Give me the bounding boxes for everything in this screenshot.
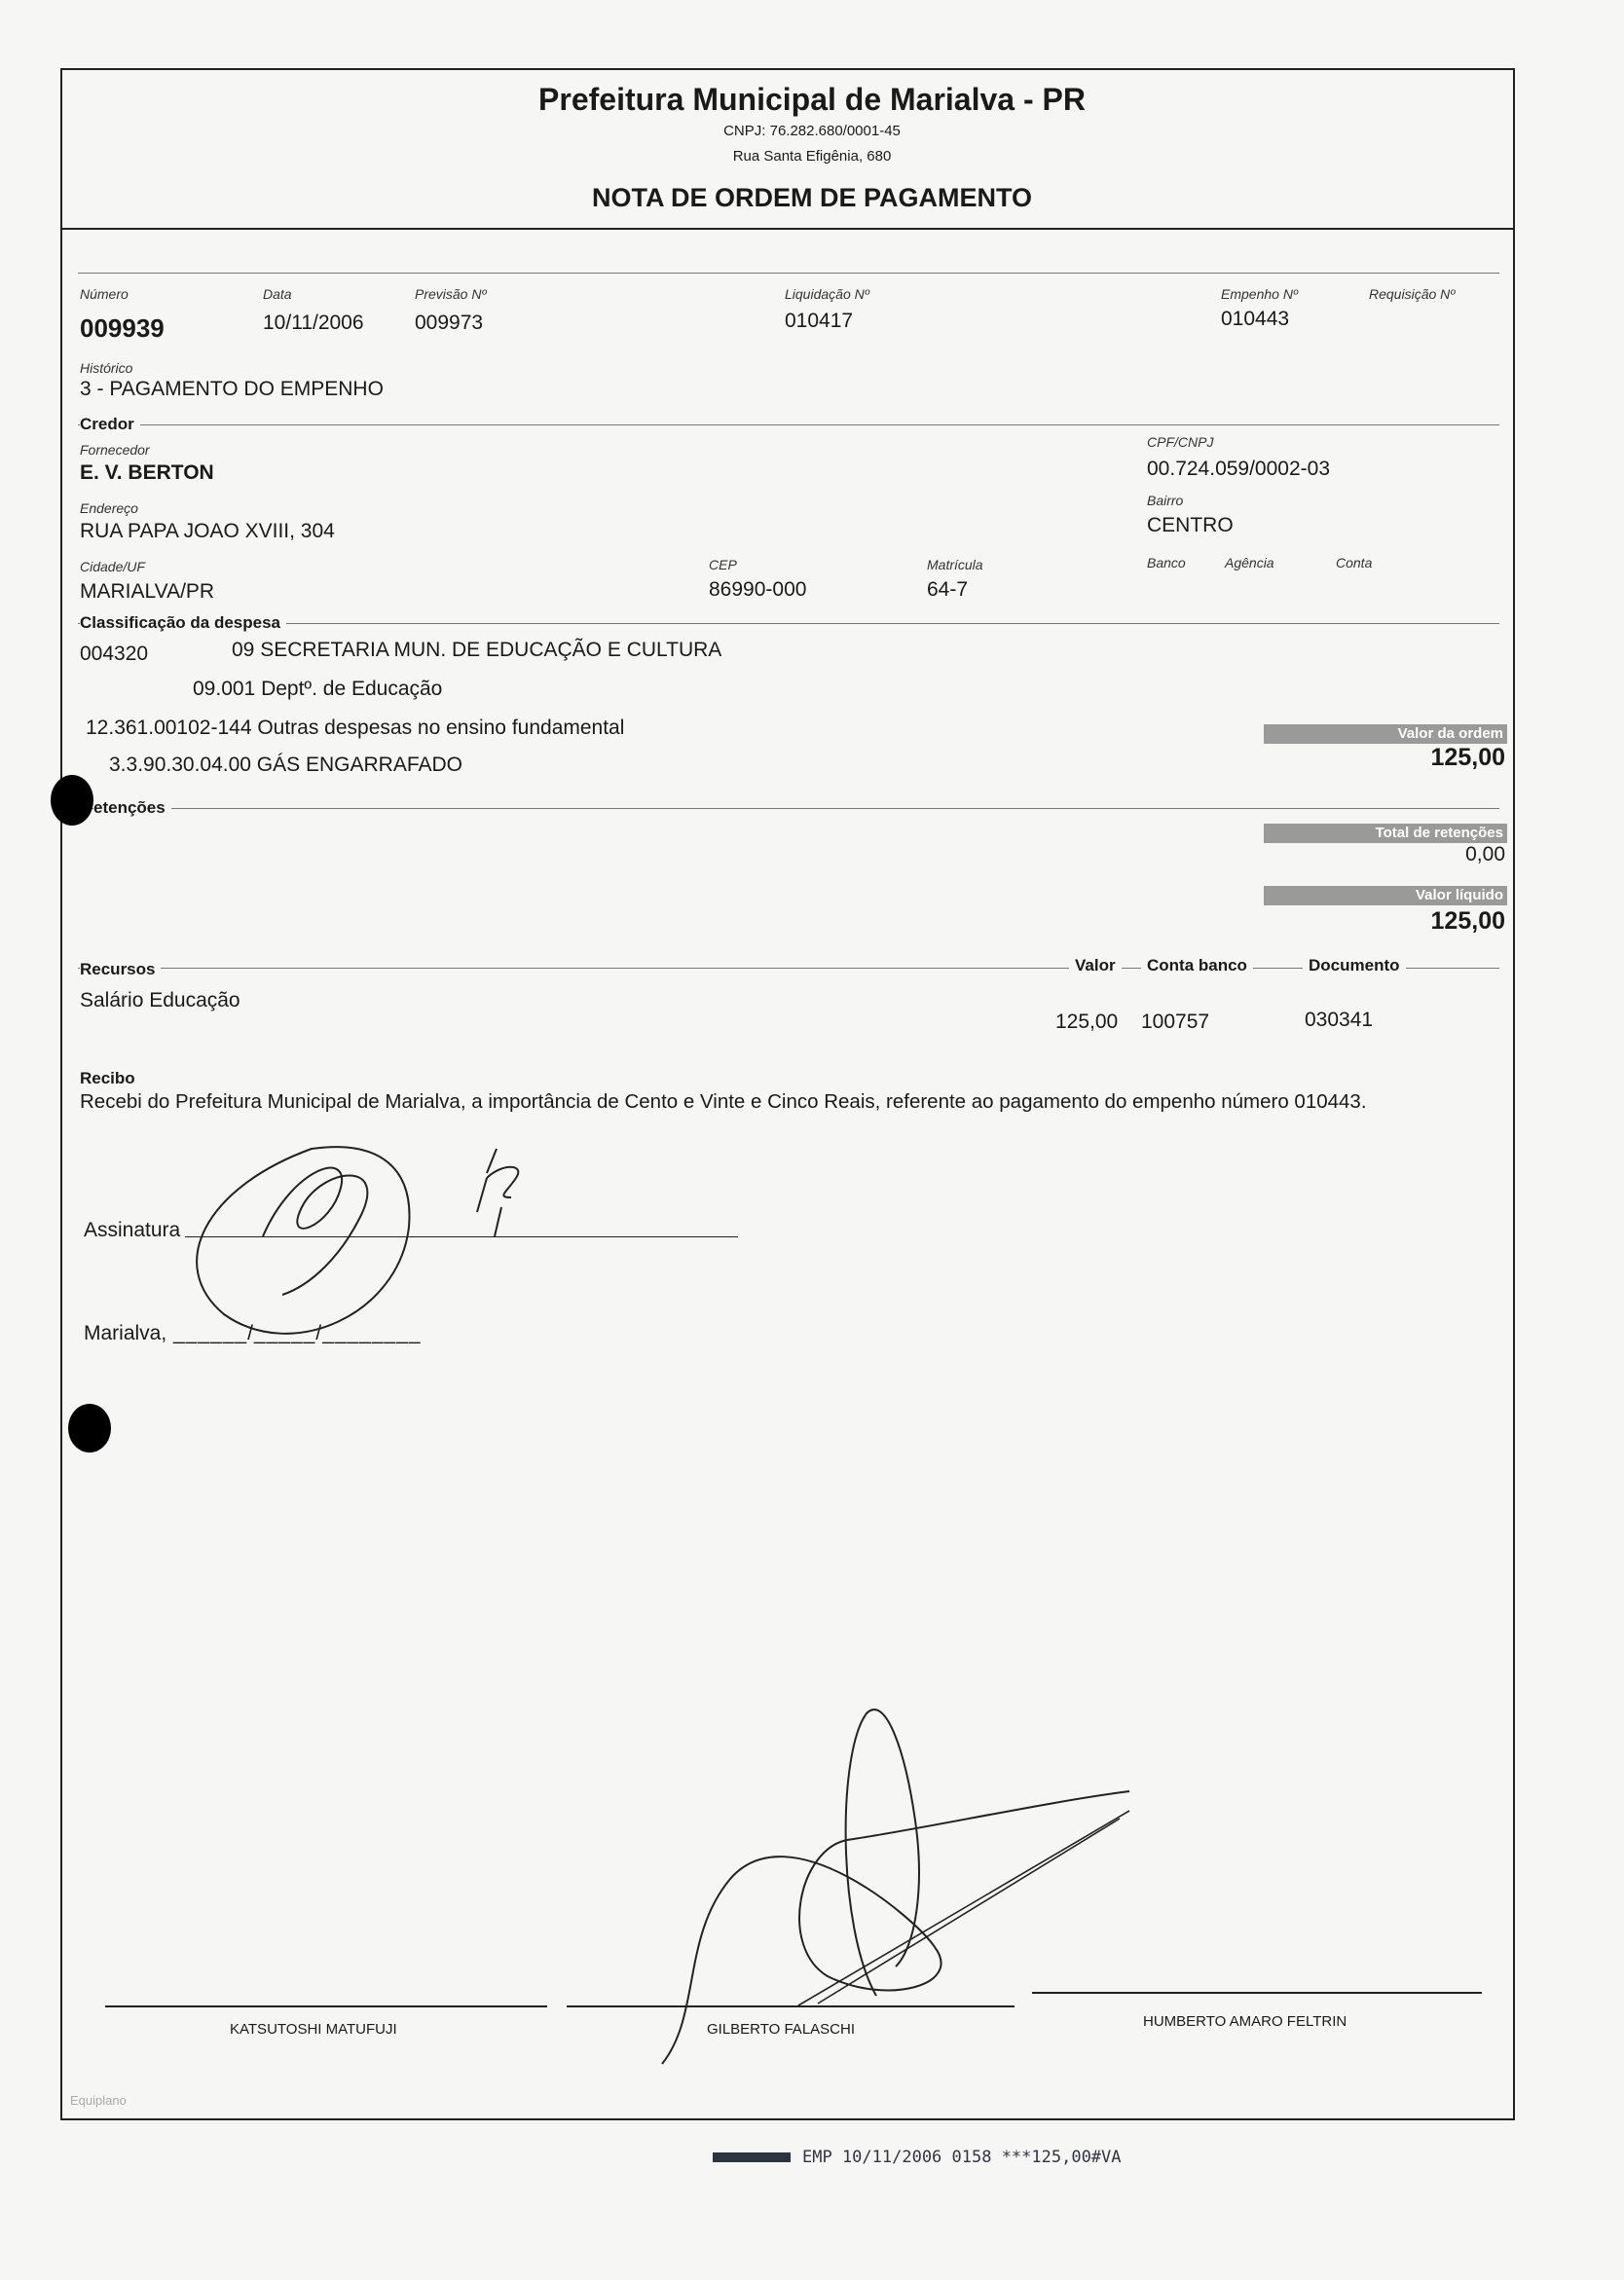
cidade-value: MARIALVA/PR [80, 580, 215, 603]
valor-liquido-bar [1264, 886, 1507, 905]
recursos-documento-header: Documento [1303, 956, 1406, 975]
recursos-rule [78, 968, 1499, 969]
funcional-text: 12.361.00102-144 Outras despesas no ensino fundamental [86, 717, 625, 739]
endereco-value: RUA PAPA JOAO XVIII, 304 [80, 520, 335, 542]
data-value: 10/11/2006 [263, 312, 364, 334]
endereco-label: Endereço [80, 500, 138, 516]
cep-label: CEP [709, 557, 737, 572]
historico-label: Histórico [80, 360, 133, 376]
date-blank-line: ______/_____/________ [173, 1322, 422, 1344]
credor-rule [78, 424, 1499, 425]
bairro-value: CENTRO [1147, 514, 1234, 536]
recibo-text: Recebi do Prefeitura Municipal de Marialva, a importância de Cento e Vinte e Cinco Reais, referente ao pagamento do empenho número 010443. [80, 1090, 1367, 1113]
punch-hole-lower [68, 1404, 111, 1453]
credor-section-title: Credor [80, 415, 140, 434]
signatory-3-name: HUMBERTO AMARO FELTRIN [1143, 2013, 1347, 2030]
document-title: NOTA DE ORDEM DE PAGAMENTO [591, 183, 1032, 212]
assinatura-label: Assinatura [84, 1219, 181, 1241]
agencia-label: Agência [1225, 555, 1274, 570]
classificacao-code: 004320 [80, 643, 149, 665]
local-label: Marialva, [84, 1322, 167, 1344]
cep-value: 86990-000 [709, 578, 807, 601]
data-label: Data [263, 286, 292, 302]
recursos-valor-header: Valor [1069, 956, 1122, 975]
valor-liquido-label: Valor líquido [1415, 887, 1503, 903]
punch-hole-upper [51, 775, 93, 826]
recibo-section-title: Recibo [80, 1069, 141, 1088]
cnpj-text: CNPJ: 76.282.680/0001-45 [723, 123, 901, 139]
matricula-value: 64-7 [927, 578, 969, 601]
total-retencoes-label: Total de retenções [1375, 825, 1503, 841]
retencoes-section-title: etenções [93, 798, 171, 818]
banco-label: Banco [1147, 555, 1186, 570]
classificacao-rule [78, 623, 1499, 624]
numero-label: Número [80, 286, 129, 302]
empenho-value: 010443 [1221, 308, 1290, 330]
recursos-conta-header: Conta banco [1141, 956, 1253, 975]
recursos-fonte: Salário Educação [80, 989, 240, 1011]
secretaria-text: 09 SECRETARIA MUN. DE EDUCAÇÃO E CULTURA [232, 639, 722, 661]
stamp-text: EMP 10/11/2006 0158 ***125,00#VA [802, 2148, 1122, 2167]
valor-liquido-value: 125,00 [1430, 907, 1505, 935]
total-retencoes-value: 0,00 [1465, 843, 1505, 865]
recursos-documento: 030341 [1305, 1009, 1374, 1031]
requisicao-label: Requisição Nº [1369, 286, 1456, 302]
signatory-1-name: KATSUTOSHI MATUFUJI [230, 2021, 397, 2038]
signatory-2-name: GILBERTO FALASCHI [707, 2021, 855, 2038]
liquidacao-value: 010417 [785, 310, 854, 332]
empenho-label: Empenho Nº [1221, 286, 1299, 302]
treasurer-signature [643, 1694, 1149, 2083]
municipality-title: Prefeitura Municipal de Marialva - PR [538, 82, 1086, 117]
cidade-label: Cidade/UF [80, 559, 145, 574]
cpf-value: 00.724.059/0002-03 [1147, 458, 1331, 480]
payment-stamp [713, 2148, 1122, 2167]
valor-ordem-value: 125,00 [1430, 744, 1505, 771]
previsao-label: Previsão Nº [415, 286, 487, 302]
cpf-label: CPF/CNPJ [1147, 434, 1214, 450]
numero-value: 009939 [80, 313, 165, 343]
equiplano-brand: Equiplano [70, 2093, 127, 2108]
recursos-conta: 100757 [1141, 1011, 1210, 1033]
conta-label: Conta [1336, 555, 1373, 570]
previsao-value: 009973 [415, 312, 484, 334]
liquidacao-label: Liquidação Nº [785, 286, 869, 302]
fornecedor-label: Fornecedor [80, 442, 150, 458]
bairro-label: Bairro [1147, 493, 1184, 508]
signature-line-1 [105, 2005, 547, 2007]
header-divider [60, 228, 1515, 230]
matricula-label: Matrícula [927, 557, 983, 572]
address-text: Rua Santa Efigênia, 680 [732, 148, 892, 165]
valor-ordem-bar [1264, 724, 1507, 744]
receiver-signature [166, 1129, 594, 1353]
departamento-text: 09.001 Deptº. de Educação [193, 678, 443, 700]
ids-top-rule [78, 273, 1499, 274]
recursos-section-title: Recursos [80, 960, 161, 979]
historico-value: 3 - PAGAMENTO DO EMPENHO [80, 378, 384, 400]
fornecedor-value: E. V. BERTON [80, 461, 214, 484]
valor-ordem-label: Valor da ordem [1397, 725, 1503, 742]
retencoes-rule [78, 808, 1499, 809]
elemento-text: 3.3.90.30.04.00 GÁS ENGARRAFADO [109, 754, 463, 776]
classificacao-section-title: Classificação da despesa [80, 613, 286, 633]
total-retencoes-bar [1264, 824, 1507, 843]
recursos-valor: 125,00 [1055, 1011, 1119, 1033]
stamp-mark [713, 2152, 791, 2162]
